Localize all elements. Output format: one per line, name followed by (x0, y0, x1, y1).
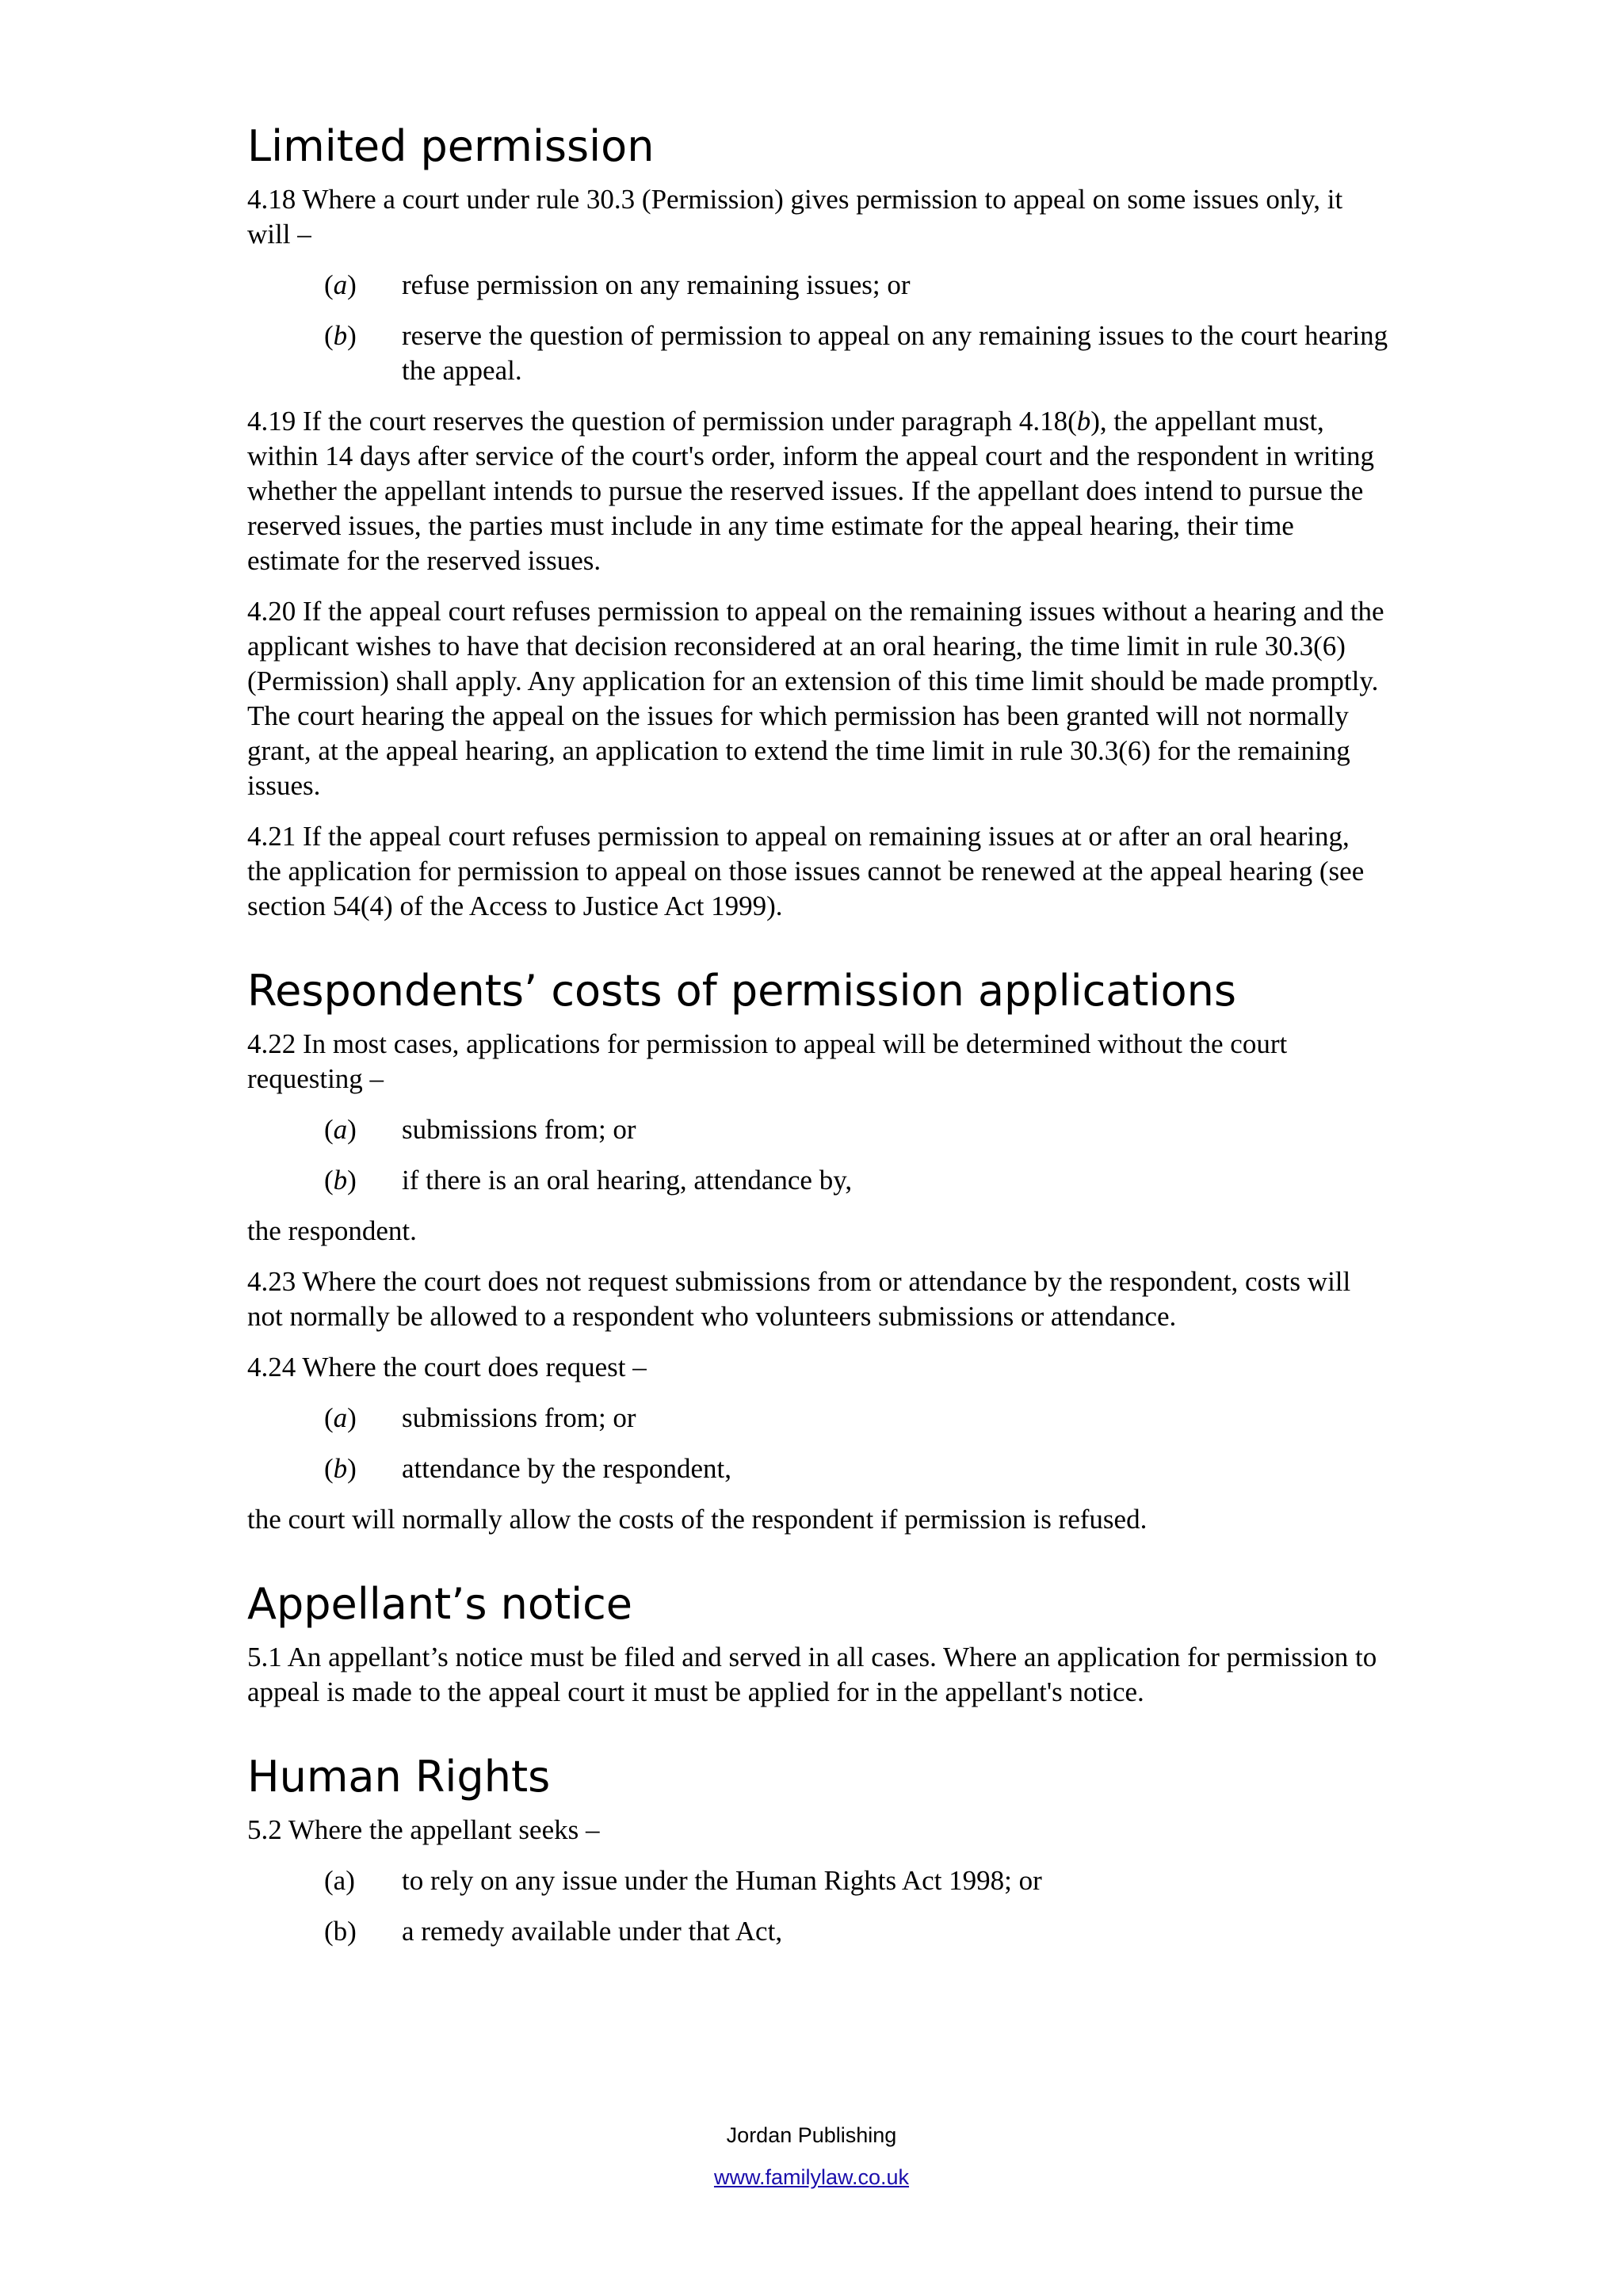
paragraph-4-21: 4.21 If the appeal court refuses permission to appeal on remaining issues at or after an oral hearing, the application for permission to appeal on those issues cannot be renewed at the appeal hearing (see section 54(4) of the Access to Justice Act 1999). (247, 821, 1365, 921)
paragraph-4-19: 4.19 If the court reserves the question of permission under paragraph 4.18(b), the appellant must, within 14 days after service of the court's order, inform the appeal court and the respondent in writing whether the appellant intends to pursue the reserved issues. If the appellant does intend to pursue the reserved issues, the parties must include in any time estimate for the appeal hearing, their time estimate for the reserved issues. (247, 406, 1374, 576)
list-item-4-18-a (247, 268, 1388, 303)
heading-human-rights: Human Rights (247, 1752, 551, 1802)
paragraph-4-23: 4.23 Where the court does not request submissions from or attendance by the respondent, costs will not normally be allowed to a respondent who volunteers submissions or attendance. (247, 1266, 1351, 1332)
paragraph-4-22: 4.22 In most cases, applications for permission to appeal will be determined without the court requesting – (247, 1028, 1288, 1094)
paragraph-4-24-tail: the court will normally allow the costs of the respondent if permission is refused. (247, 1504, 1148, 1535)
list-text: reserve the question of permission to appeal on any remaining issues to the court hearing the appeal. (402, 320, 1388, 386)
heading-respondents-costs: Respondents’ costs of permission applications (247, 966, 1236, 1016)
list-item-4-18-b (247, 318, 1388, 388)
list-item-4-24-b (247, 1451, 1388, 1486)
list-label: (a) (324, 1114, 357, 1145)
paragraph-4-20: 4.20 If the appeal court refuses permission to appeal on the remaining issues without a hearing and the applicant wishes to have that decision reconsidered at an oral hearing, the time limit in rule 30.3(6) (Permission) shall apply. Any application for an extension of this time limit should be made promptly. The court hearing the appeal on the issues for which permission has been granted will not normally grant, at the appeal hearing, an application to extend the time limit in rule 30.3(6) for the remaining issues. (247, 596, 1384, 801)
list-label: (a) (324, 1402, 357, 1433)
footer-link[interactable]: www.familylaw.co.uk (713, 2165, 910, 2189)
list-text: submissions from; or (402, 1402, 636, 1433)
list-label: (b) (324, 320, 357, 351)
list-text: to rely on any issue under the Human Rights Act 1998; or (402, 1865, 1042, 1896)
list-text: if there is an oral hearing, attendance by, (402, 1165, 853, 1196)
list-label: (b) (324, 1453, 357, 1484)
paragraph-5-2: 5.2 Where the appellant seeks – (247, 1814, 600, 1845)
list-text: submissions from; or (402, 1114, 636, 1145)
heading-limited-permission: Limited permission (247, 121, 655, 171)
list-label: (a) (324, 269, 357, 300)
list-item-4-22-b (247, 1163, 1388, 1198)
heading-appellants-notice: Appellant’s notice (247, 1579, 633, 1629)
list-text: attendance by the respondent, (402, 1453, 731, 1484)
footer-publisher: Jordan Publishing (726, 2123, 897, 2147)
paragraph-4-18: 4.18 Where a court under rule 30.3 (Permission) gives permission to appeal on some issues only, it will – (247, 184, 1343, 250)
document-page (247, 119, 1388, 1965)
list-label: (a) (324, 1865, 355, 1896)
paragraph-5-1: 5.1 An appellant’s notice must be filed and served in all cases. Where an application for permission to appeal is made to the appeal court it must be applied for in the appellant's notice. (247, 1642, 1377, 1707)
paragraph-4-24: 4.24 Where the court does request – (247, 1352, 647, 1383)
paragraph-4-22-tail: the respondent. (247, 1215, 417, 1246)
list-label: (b) (324, 1165, 357, 1196)
list-item-5-2-b (247, 1914, 1388, 1949)
list-text: refuse permission on any remaining issues; or (402, 269, 911, 300)
list-item-4-22-a (247, 1112, 1388, 1147)
list-text: a remedy available under that Act, (402, 1916, 783, 1947)
list-label: (b) (324, 1916, 357, 1947)
list-item-4-24-a (247, 1401, 1388, 1436)
list-item-5-2-a (247, 1863, 1388, 1898)
